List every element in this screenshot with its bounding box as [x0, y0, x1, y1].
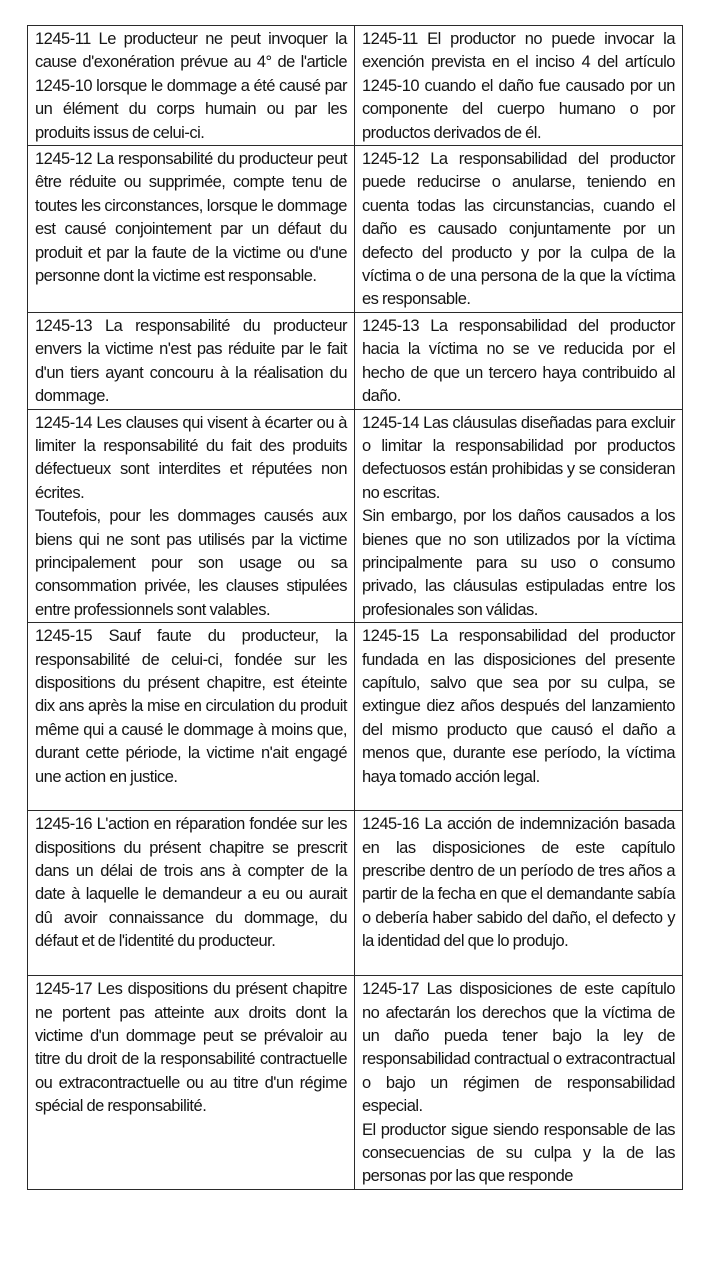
french-cell — [28, 976, 355, 1190]
paragraph: Toutefois, pour les dommages causés aux biens qui ne sont pas utilisés par la victime principalement pour son usage ou sa consommation privée, les clauses stipulées entre professionnels sont valables. — [35, 507, 347, 619]
table-row — [28, 623, 683, 811]
paragraph: 1245-14 Las cláusulas diseñadas para excluir o limitar la responsabilidad por productos defectuosos están prohibidas y se consideran no escritas. — [362, 413, 675, 502]
spanish-cell — [355, 811, 683, 976]
paragraph: 1245-17 Les dispositions du présent chapitre ne portent pas atteinte aux droits dont la victime d'un dommage peut se prévaloir au titre du droit de la responsabilité contractuelle ou extracontractuelle ou au titre d'un régime spécial de responsabilité. — [35, 980, 347, 1116]
table-row — [28, 811, 683, 976]
table-row — [28, 146, 683, 313]
bilingual-articles-table — [27, 25, 683, 1190]
paragraph: 1245-11 El productor no puede invocar la exención prevista en el inciso 4 del artículo 1245-10 cuando el daño fue causado por un componente del cuerpo humano o por productos derivados de él. — [362, 30, 675, 142]
spanish-cell — [355, 623, 683, 811]
paragraph: 1245-14 Les clauses qui visent à écarter ou à limiter la responsabilité du fait des produits défectueux sont interdites et réputées non écrites. — [35, 413, 347, 502]
paragraph: 1245-12 La responsabilité du producteur peut être réduite ou supprimée, compte tenu de toutes les circonstances, lorsque le dommage est causé conjointement par un défaut du produit et par la faute de la victime ou d'une personne dont la victime est responsable. — [35, 150, 347, 286]
spanish-cell — [355, 409, 683, 623]
table-row — [28, 976, 683, 1190]
french-cell — [28, 26, 355, 146]
paragraph: 1245-13 La responsabilidad del productor hacia la víctima no se ve reducida por el hecho de que un tercero haya contribuido al daño. — [362, 316, 675, 406]
paragraph: El productor sigue siendo responsable de las consecuencias de su culpa y la de las personas por las que responde — [362, 1120, 675, 1186]
paragraph: Sin embargo, por los daños causados a los bienes que no son utilizados por la víctima principalmente para su uso o consumo privado, las cláusulas estipuladas entre los profesionales son válidas. — [362, 507, 675, 619]
paragraph: 1245-12 La responsabilidad del productor puede reducirse o anularse, teniendo en cuenta todas las circunstancias, cuando el daño es causado conjuntamente por un defecto del producto y por la culpa de la víctima o de una persona de la que la víctima es responsable. — [362, 150, 675, 309]
french-cell — [28, 623, 355, 811]
paragraph: 1245-15 Sauf faute du producteur, la responsabilité de celui-ci, fondée sur les dispositions du présent chapitre, est éteinte dix ans après la mise en circulation du produit même qui a causé le dommage à moins que, durant cette période, la victime n'ait engagé une action en justice. — [35, 627, 347, 786]
french-cell — [28, 409, 355, 623]
spanish-cell — [355, 976, 683, 1190]
paragraph: 1245-11 Le producteur ne peut invoquer la cause d'exonération prévue au 4° de l'article 1245-10 lorsque le dommage a été causé par un élément du corps humain ou par les produits issus de celui-ci. — [35, 30, 347, 142]
french-cell — [28, 811, 355, 976]
table-row — [28, 409, 683, 623]
spanish-cell — [355, 26, 683, 146]
spanish-cell — [355, 146, 683, 313]
french-cell — [28, 312, 355, 409]
paragraph: 1245-16 L'action en réparation fondée sur les dispositions du présent chapitre se prescrit dans un délai de trois ans à compter de la date à laquelle le demandeur a eu ou aurait dû avoir connaissance du dommage, du défaut et de l'identité du producteur. — [35, 815, 347, 951]
paragraph: 1245-13 La responsabilité du producteur envers la victime n'est pas réduite par le fait d'un tiers ayant concouru à la réalisation du dommage. — [35, 316, 347, 406]
paragraph: 1245-15 La responsabilidad del productor fundada en las disposiciones del presente capítulo, salvo que sea por su culpa, se extingue diez años después del lanzamiento del mismo producto que causó el daño a menos que, durante ese período, la víctima haya tomado acción legal. — [362, 627, 675, 786]
paragraph: 1245-17 Las disposiciones de este capítulo no afectarán los derechos que la víctima de un daño pueda tener bajo la ley de responsabilidad contractual o extracontractual o bajo un régimen de responsabilidad especial. — [362, 980, 675, 1116]
spanish-cell — [355, 312, 683, 409]
table-row — [28, 26, 683, 146]
paragraph: 1245-16 La acción de indemnización basada en las disposiciones de este capítulo prescribe dentro de un período de tres años a partir de la fecha en que el demandante sabía o debería haber sabido del daño, el defecto y la identidad del que lo produjo. — [362, 815, 675, 951]
french-cell — [28, 146, 355, 313]
table-body — [28, 26, 683, 1190]
table-row — [28, 312, 683, 409]
